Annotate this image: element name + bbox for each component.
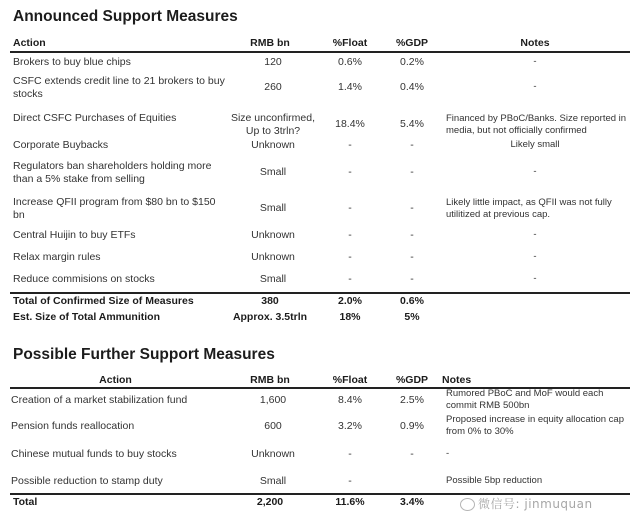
row-notes: -: [533, 273, 537, 284]
row-gdp: -: [410, 202, 414, 214]
row-action: Relax margin rules: [13, 251, 101, 263]
row-action: Possible reduction to stamp duty: [11, 475, 163, 487]
total2-rmb: 2,200: [256, 496, 284, 508]
row-float: 1.4%: [338, 81, 362, 93]
row-rmb: Unknown: [251, 448, 295, 460]
row-notes: Likely small: [510, 139, 560, 150]
row-float: -: [348, 229, 352, 241]
est-gdp: 5%: [404, 311, 420, 323]
row-rmb: Small: [259, 166, 287, 178]
row-float: -: [348, 448, 352, 460]
row-float: -: [348, 202, 352, 214]
row-notes: Possible 5bp reduction: [446, 475, 543, 486]
wechat-icon: [460, 498, 475, 511]
row-rmb: Unknown: [251, 251, 295, 263]
total2-gdp: 3.4%: [400, 496, 424, 508]
row-action: Regulators ban shareholders holding more than a 5% stake from selling: [13, 160, 212, 185]
header2-notes: Notes: [442, 374, 472, 386]
row-notes: -: [533, 56, 537, 67]
row-notes: -: [533, 251, 537, 262]
est-rmb: Approx. 3.5trln: [232, 311, 308, 323]
section1-title: Announced Support Measures: [13, 8, 238, 25]
header-notes: Notes: [520, 37, 550, 49]
header-float: %Float: [332, 37, 368, 49]
header-rmb: RMB bn: [250, 37, 290, 49]
header2-action: Action: [99, 374, 132, 386]
row-notes: -: [533, 166, 537, 177]
row-float: 0.6%: [338, 56, 362, 68]
total-float: 2.0%: [338, 295, 362, 307]
row-float: -: [348, 166, 352, 178]
row-gdp: 0.9%: [400, 420, 424, 432]
section2-title: Possible Further Support Measures: [13, 346, 275, 363]
header2-float: %Float: [332, 374, 368, 386]
row-action: Chinese mutual funds to buy stocks: [11, 448, 177, 460]
row-rmb: 120: [264, 56, 282, 68]
row-float: 18.4%: [335, 118, 365, 130]
total2-rule: [10, 493, 630, 495]
row-notes: Proposed increase in equity allocation cap from 0% to 30%: [446, 414, 624, 437]
row-rmb: 260: [264, 81, 282, 93]
row-action: CSFC extends credit line to 21 brokers to buy stocks: [13, 75, 225, 100]
header-action: Action: [13, 37, 46, 49]
totals-rule: [10, 292, 630, 294]
row-notes: -: [533, 229, 537, 240]
row-gdp: -: [410, 139, 414, 151]
total2-float: 11.6%: [335, 496, 365, 508]
row-action: Corporate Buybacks: [13, 139, 109, 151]
row-float: -: [348, 273, 352, 285]
row-action: Central Huijin to buy ETFs: [13, 229, 136, 241]
header2-rmb: RMB bn: [250, 374, 290, 386]
row-rmb: 600: [264, 420, 282, 432]
row-action: Direct CSFC Purchases of Equities: [13, 112, 177, 124]
row-rmb: 1,600: [259, 394, 287, 406]
watermark: 微信号: jinmuquan: [478, 497, 593, 511]
row-float: -: [348, 475, 352, 487]
row-float: -: [348, 139, 352, 151]
row-float: -: [348, 251, 352, 263]
row-action: Creation of a market stabilization fund: [11, 394, 188, 406]
row-action: Pension funds reallocation: [11, 420, 135, 432]
row-notes: Likely little impact, as QFII was not fully utilitized at previous cap.: [446, 197, 612, 220]
row-gdp: 0.2%: [400, 56, 424, 68]
row-action: Brokers to buy blue chips: [13, 56, 131, 68]
total-rmb: 380: [261, 295, 279, 307]
row-gdp: -: [410, 166, 414, 178]
row-notes: Rumored PBoC and MoF would each commit RMB 500bn: [446, 388, 604, 411]
est-float: 18%: [339, 311, 361, 323]
row-notes: -: [446, 448, 450, 459]
row-gdp: -: [410, 229, 414, 241]
row-float: 8.4%: [338, 394, 362, 406]
total2-action: Total: [13, 496, 38, 508]
row-notes: -: [533, 81, 537, 92]
total-gdp: 0.6%: [400, 295, 424, 307]
row-gdp: 0.4%: [400, 81, 424, 93]
est-action: Est. Size of Total Ammunition: [13, 311, 160, 323]
row-rmb: Unknown: [251, 229, 295, 241]
row-action: Reduce commisions on stocks: [13, 273, 155, 285]
row-rmb: Small: [259, 202, 287, 214]
row-float: 3.2%: [338, 420, 362, 432]
header-rule: [10, 51, 630, 53]
row-rmb: Size unconfirmed, Up to 3trln?: [230, 112, 316, 137]
row-rmb: Small: [259, 475, 287, 487]
row-gdp: -: [410, 251, 414, 263]
row-rmb: Unknown: [251, 139, 295, 151]
row-gdp: 2.5%: [400, 394, 424, 406]
row-gdp: -: [410, 448, 414, 460]
row-notes: Financed by PBoC/Banks. Size reported in media, but not officially confirmed: [446, 113, 627, 136]
row-action: Increase QFII program from $80 bn to $150 bn: [13, 196, 216, 221]
header-gdp: %GDP: [395, 37, 429, 49]
row-gdp: 5.4%: [400, 118, 424, 130]
row-gdp: -: [410, 273, 414, 285]
header2-gdp: %GDP: [395, 374, 429, 386]
total-action: Total of Confirmed Size of Measures: [13, 295, 194, 307]
row-rmb: Small: [259, 273, 287, 285]
